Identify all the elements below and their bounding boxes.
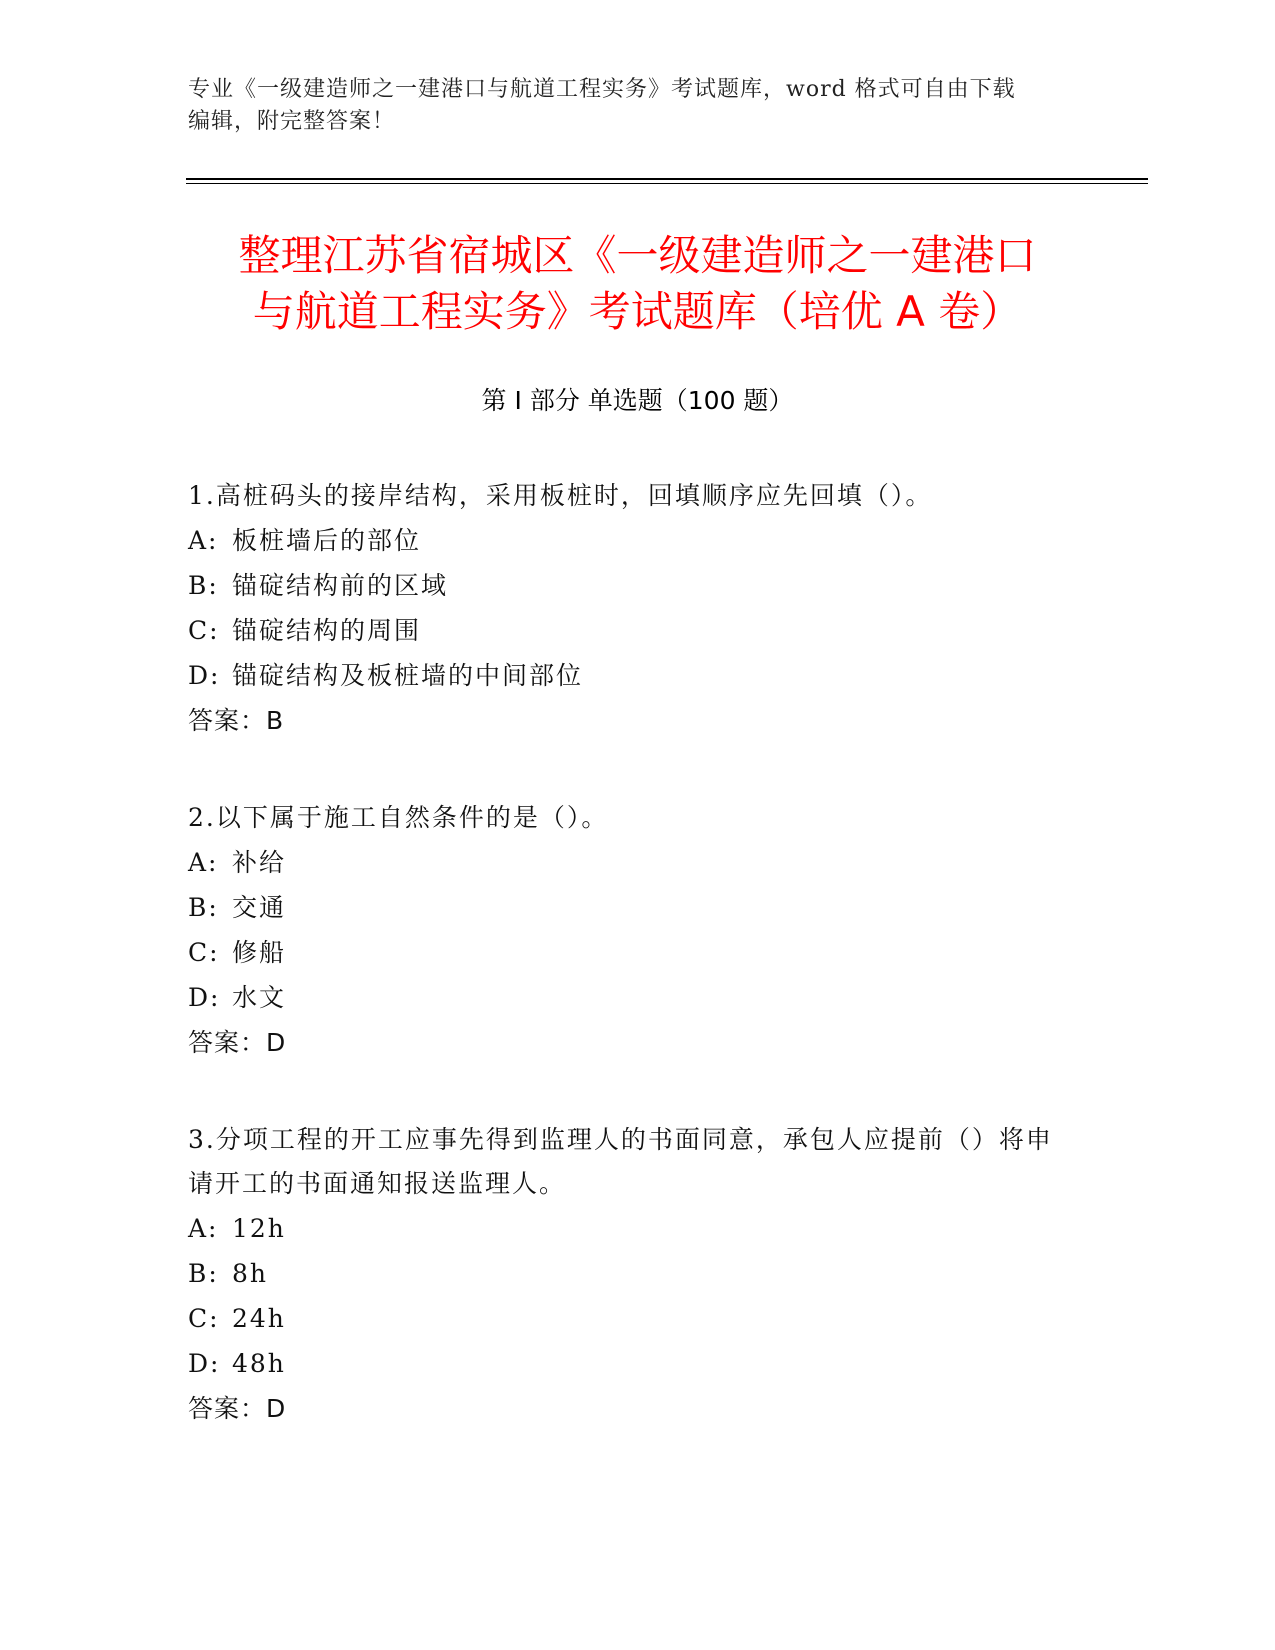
question-text: 2.以下属于施工自然条件的是（）。: [188, 803, 609, 832]
document-title: [150, 228, 1125, 340]
document-title-line-1: 整理江苏省宿城区《一级建造师之一建港口: [238, 231, 1037, 280]
header-note-line-1: 专业《一级建造师之一建港口与航道工程实务》考试题库，word 格式可自由下载: [188, 77, 1016, 102]
option-key: D:: [188, 661, 221, 690]
option-d: [188, 1341, 1068, 1386]
option-key: A:: [188, 848, 219, 877]
question-text: 3.分项工程的开工应事先得到监理人的书面同意，承包人应提前（）将申请开工的书面通知报送监理人。: [188, 1125, 1053, 1198]
header-divider-thick: [186, 178, 1148, 180]
option-key: B:: [188, 571, 219, 600]
option-key: B:: [188, 1259, 219, 1288]
header-note: [188, 74, 1088, 138]
option-text: 锚碇结构及板桩墙的中间部位: [232, 661, 584, 690]
option-key: C:: [188, 938, 220, 967]
option-text: 补给: [232, 848, 287, 877]
option-c: [188, 1296, 1068, 1341]
option-a: [188, 1206, 1068, 1251]
option-key: A:: [188, 1214, 219, 1243]
option-text: 8h: [232, 1259, 269, 1288]
option-text: 水文: [232, 983, 287, 1012]
option-text: 12h: [232, 1214, 286, 1243]
option-b: [188, 563, 1068, 608]
option-a: [188, 518, 1068, 563]
option-text: 交通: [232, 893, 287, 922]
option-text: 48h: [232, 1349, 286, 1378]
answer: 答案：D: [188, 1394, 287, 1423]
header-divider-thin: [186, 183, 1148, 184]
option-a: [188, 840, 1068, 885]
option-c: [188, 608, 1068, 653]
question-text: 1.高桩码头的接岸结构，采用板桩时，回填顺序应先回填（）。: [188, 481, 933, 510]
question-list: [188, 474, 1068, 1484]
option-d: [188, 653, 1068, 698]
option-text: 24h: [232, 1304, 286, 1333]
option-key: D:: [188, 983, 221, 1012]
answer: 答案：D: [188, 1028, 287, 1057]
question-2: [188, 796, 1068, 1066]
section-heading: 第 I 部分 单选题（100 题）: [481, 386, 794, 415]
question-1: [188, 474, 1068, 744]
option-key: D:: [188, 1349, 221, 1378]
option-b: [188, 885, 1068, 930]
option-c: [188, 930, 1068, 975]
option-text: 锚碇结构的周围: [232, 616, 422, 645]
option-text: 锚碇结构前的区域: [232, 571, 449, 600]
option-b: [188, 1251, 1068, 1296]
option-d: [188, 975, 1068, 1020]
option-key: A:: [188, 526, 219, 555]
option-key: C:: [188, 616, 220, 645]
option-key: B:: [188, 893, 219, 922]
question-3: [188, 1118, 1068, 1432]
option-key: C:: [188, 1304, 220, 1333]
document-title-line-2: 与航道工程实务》考试题库（培优 A 卷）: [252, 287, 1023, 336]
option-text: 修船: [232, 938, 287, 967]
answer: 答案：B: [188, 706, 285, 735]
option-text: 板桩墙后的部位: [232, 526, 422, 555]
header-note-line-2: 编辑，附完整答案！: [188, 109, 396, 134]
